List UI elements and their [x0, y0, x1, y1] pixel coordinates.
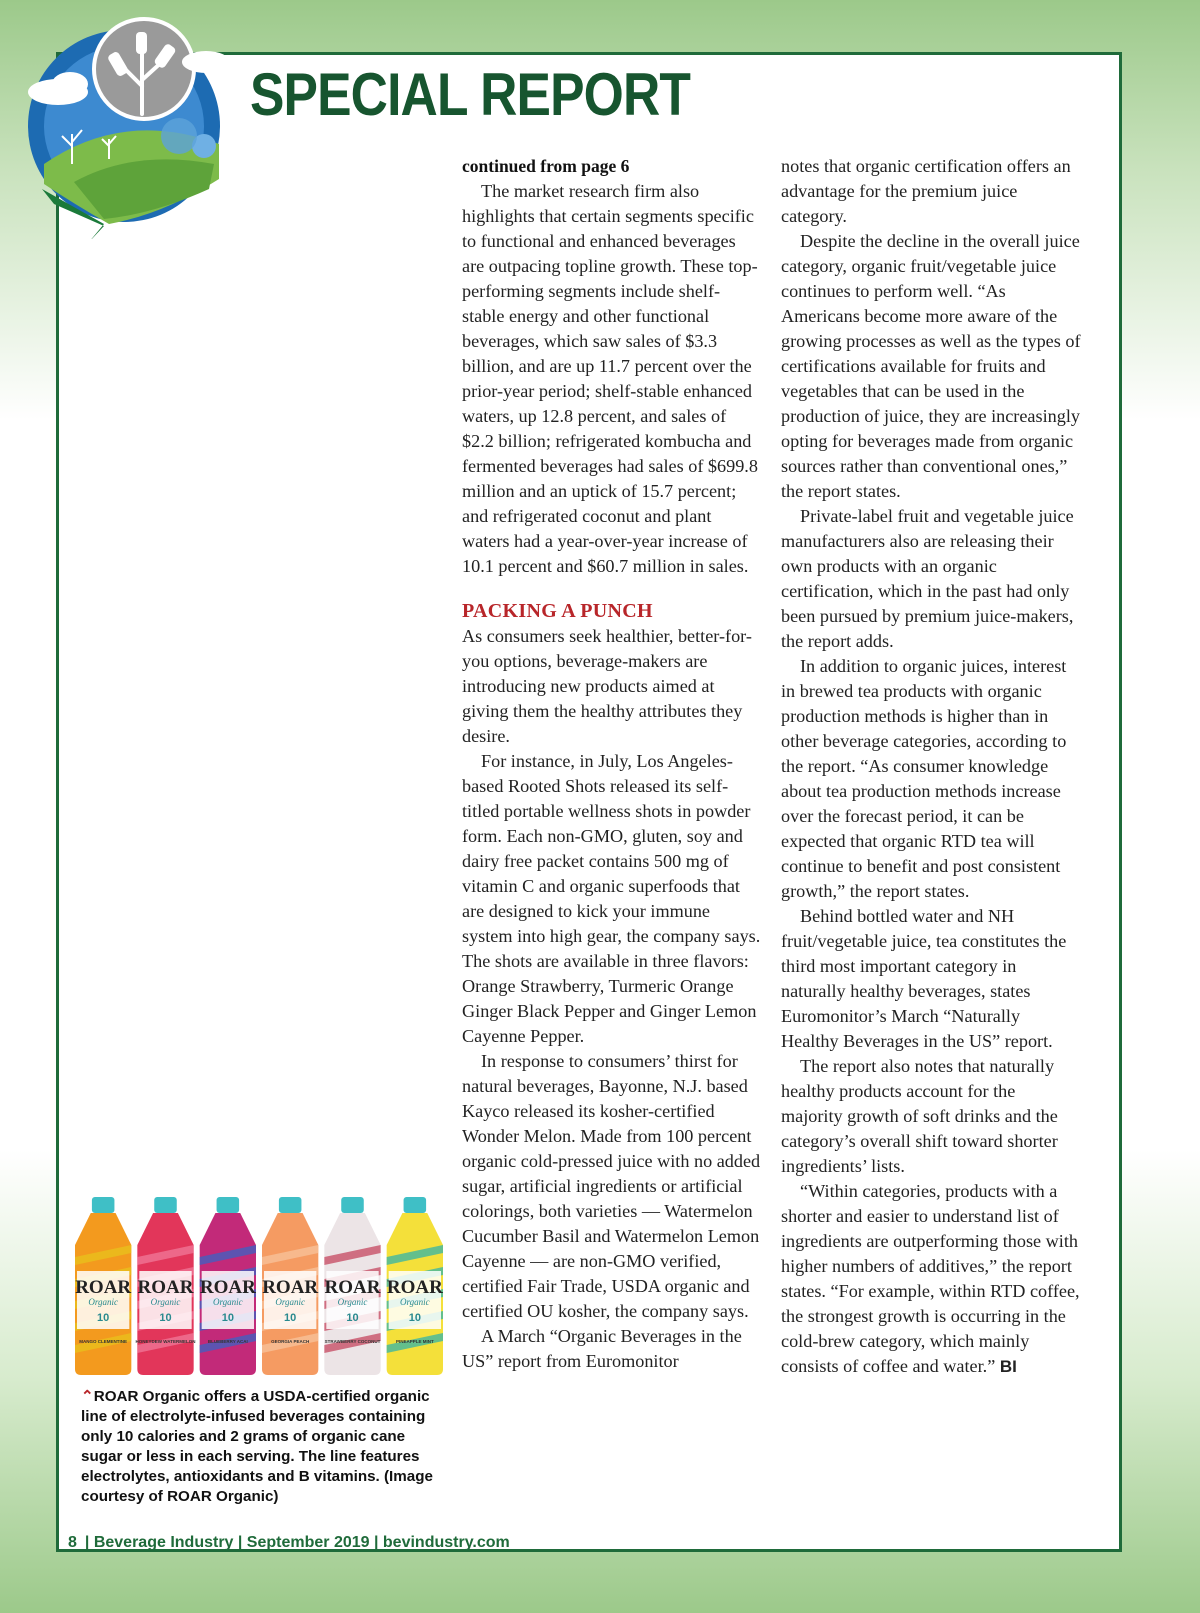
bottle-brand: ROAR — [262, 1277, 319, 1298]
bottle — [200, 1197, 256, 1375]
bottle-cap — [217, 1197, 240, 1213]
bottle-brand: ROAR — [386, 1277, 443, 1298]
paragraph: A March “Organic Beverages in the US” report from Euromonitor — [462, 1326, 742, 1371]
page-number: 8 — [68, 1534, 77, 1551]
bottle-calorie-tag: 10 — [284, 1312, 297, 1324]
product-photo — [72, 1197, 446, 1375]
footer-text: | Beverage Industry | September 2019 | bevindustry.com — [84, 1534, 510, 1551]
page-footer — [68, 1534, 510, 1552]
bottle-cap — [154, 1197, 177, 1213]
paragraph — [781, 1179, 1081, 1379]
paragraph: As consumers seek healthier, better-for-you options, beverage-makers are introducing new products aimed at giving them the healthy attributes they desire. — [462, 626, 752, 746]
end-mark: BI — [999, 1357, 1017, 1376]
caption-text: ROAR Organic offers a USDA-certified organic line of electrolyte-infused beverages containing only 10 calories and 2 grams of organic cane sugar or less in each serving. The line features electrolytes, antioxidants and B vitamins. (Image courtesy of ROAR Organic) — [81, 1388, 433, 1505]
paragraph: In addition to organic juices, interest in brewed tea products with organic production methods is higher than in other beverage categories, according to the report. “As consumer knowledge about tea production methods increase over the forecast period, it can be expected that organic RTD tea will continue to benefit and post consistent growth,” the report states. — [781, 656, 1067, 901]
bottle — [324, 1197, 380, 1375]
continued-note: continued from page 6 — [462, 156, 630, 176]
bottle-flavor: BLUEBERRY ACAI — [207, 1339, 248, 1344]
paragraph-text: “Within categories, products with a shorter and easier to understand list of ingredients are outperforming those with higher numbers of additives,” the report states. “For example, within RTD coffee, the strongest growth is occurring in the cold-brew category, which mainly consists of coffee and water.” — [781, 1181, 1080, 1376]
bottle-subbrand: Organic — [337, 1297, 368, 1307]
caption-arrow-icon: ⌃ — [81, 1388, 94, 1405]
photo-caption — [81, 1387, 441, 1507]
bottle — [262, 1197, 318, 1375]
bottle-cap — [279, 1197, 302, 1213]
bottle-flavor: STRAWBERRY COCONUT — [324, 1339, 381, 1344]
bottle — [75, 1197, 131, 1375]
bottle-brand: ROAR — [324, 1277, 381, 1298]
bottle-flavor: GEORGIA PEACH — [271, 1339, 310, 1344]
section-subhead: PACKING A PUNCH — [462, 600, 653, 622]
bottle-calorie-tag: 10 — [159, 1312, 172, 1324]
paragraph: notes that organic certification offers an advantage for the premium juice category. — [781, 156, 1071, 226]
bottle-subbrand: Organic — [399, 1297, 430, 1307]
bottle-flavor: MANGO CLEMENTINE — [79, 1339, 128, 1344]
special-report-logo — [14, 14, 234, 239]
bottle-calorie-tag: 10 — [221, 1312, 234, 1324]
article-column-1 — [462, 154, 762, 1374]
bottle-calorie-tag: 10 — [346, 1312, 359, 1324]
paragraph: For instance, in July, Los Angeles-based Rooted Shots released its self-titled portable wellness shots in powder form. Each non-GMO, gluten, soy and dairy free packet contains 500 mg of vitamin C and organic superfoods that are designed to kick your immune system into high gear, the company says. The shots are available in three flavors: Orange Strawberry, Turmeric Orange Ginger Black Pepper and Ginger Lemon Cayenne Pepper. — [462, 751, 761, 1046]
article-column-2 — [781, 154, 1081, 1379]
bottle-cap — [92, 1197, 115, 1213]
bottle-brand: ROAR — [199, 1277, 256, 1298]
page-title: SPECIAL REPORT — [250, 61, 691, 128]
bottle-flavor: PINEAPPLE MINT — [395, 1339, 434, 1344]
bottle-brand: ROAR — [75, 1277, 132, 1298]
bottle-brand: ROAR — [137, 1277, 194, 1298]
bottle — [136, 1197, 196, 1375]
paragraph: In response to consumers’ thirst for natural beverages, Bayonne, N.J. based Kayco released its kosher-certified Wonder Melon. Made from 100 percent organic cold-pressed juice with no added sugar, artificial ingredients or artificial colorings, both varieties — Watermelon Cucumber Basil and Watermelon Lemon Cayenne — are non-GMO verified, certified Fair Trade, USDA organic and certified OU kosher, the company says. — [462, 1051, 761, 1321]
bottle-subbrand: Organic — [212, 1297, 243, 1307]
paragraph: Behind bottled water and NH fruit/vegetable juice, tea constitutes the third most important category in naturally healthy beverages, states Euromonitor’s March “Naturally Healthy Beverages in the US” report. — [781, 906, 1067, 1051]
bottle-subbrand: Organic — [275, 1297, 306, 1307]
paragraph: Private-label fruit and vegetable juice manufacturers also are releasing their own products with an organic certification, which in the past had only been pursued by premium juice-makers, the report adds. — [781, 506, 1074, 651]
paragraph: The market research firm also highlights that certain segments specific to functional and enhanced beverages are outpacing topline growth. These top-performing segments include shelf-stable energy and other functional beverages, which saw sales of $3.3 billion, and are up 11.7 percent over the prior-year period; shelf-stable enhanced waters, up 12.8 percent, and sales of $2.2 billion; refrigerated kombucha and fermented beverages had sales of $699.8 million and an uptick of 15.7 percent; and refrigerated coconut and plant waters had a year-over-year increase of 10.1 percent and $60.7 million in sales. — [462, 181, 758, 576]
bottle-subbrand: Organic — [150, 1297, 181, 1307]
bottle-cap — [404, 1197, 427, 1213]
paragraph: Despite the decline in the overall juice category, organic fruit/vegetable juice continues to perform well. “As Americans become more aware of the growing processes as well as the types of certifications available for fruits and vegetables that can be used in the production of juice, they are increasingly opting for beverages made from organic sources rather than conventional ones,” the report states. — [781, 231, 1081, 501]
bottle-subbrand: Organic — [88, 1297, 119, 1307]
bottle-cap — [341, 1197, 364, 1213]
bottle-calorie-tag: 10 — [408, 1312, 421, 1324]
bottle-calorie-tag: 10 — [97, 1312, 110, 1324]
paragraph: The report also notes that naturally healthy products account for the majority growth of soft drinks and the category’s overall shift toward shorter ingredients’ lists. — [781, 1056, 1058, 1176]
bottle — [387, 1197, 443, 1375]
bottle-flavor: HONEYDEW WATERMELON — [135, 1339, 196, 1344]
